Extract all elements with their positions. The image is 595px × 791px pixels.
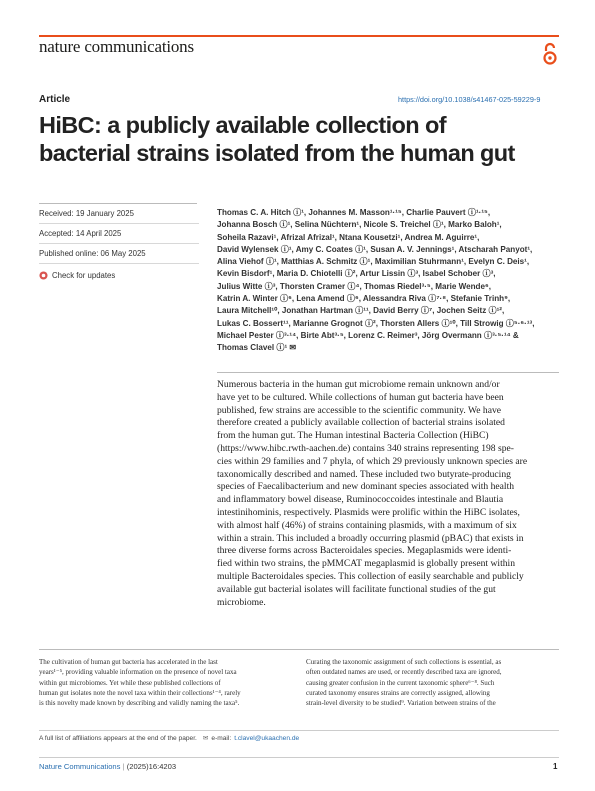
email-link[interactable]: t.clavel@ukaachen.de	[234, 734, 300, 742]
email-label: e-mail:	[211, 734, 232, 742]
affiliations-note: A full list of affiliations appears at the end of the paper.	[39, 734, 197, 742]
abstract-line: three diverse forms across Bacteroidales species. Megaplasmids were identi-	[217, 545, 512, 557]
author-line: Julius Witte ⓘ³, Thorsten Cramer ⓘ⁴, Thomas Riedel³·⁵, Marie Wende⁶,	[217, 281, 491, 291]
author-line: Thomas Clavel ⓘ¹ ✉	[217, 343, 297, 353]
footer-rule	[39, 757, 559, 758]
title-line-1: HiBC: a publicly available collection of	[39, 112, 446, 138]
body-line: often outdated names are used, or recently described taxa are ignored,	[306, 668, 502, 677]
body-line: causing greater confusion in the current taxonomic sphere⁶⁻⁸. Such	[306, 678, 495, 687]
abstract-line: available gut bacterial isolates will facilitate functional studies of the gut	[217, 583, 496, 595]
body-line: years¹⁻⁵, providing valuable information on the presence of novel taxa	[39, 668, 237, 677]
abstract-line: species of Faecalibacterium and new dominant species associated with health	[217, 481, 515, 493]
body-line: is this novelty made known by describing and validly naming the taxa⁵.	[39, 699, 240, 708]
abstract-line: cies within 29 families and 7 phyla, of which 29 previously unknown species are	[217, 455, 528, 467]
dates-panel	[39, 209, 199, 282]
author-list	[217, 207, 567, 355]
abstract-line: from the human gut. The Human intestinal Bacteria Collection (HiBC)	[217, 430, 489, 442]
abstract-line: intestinihominis, respectively. Plasmids were prolific within the HiBC isolates,	[217, 506, 520, 518]
author-line: Laura Mitchell¹⁰, Jonathan Hartman ⓘ¹¹, David Berry ⓘ⁷, Jochen Seitz ⓘ¹²,	[217, 306, 505, 316]
abstract-line: fied within two strains, the pMMCAT megaplasmid is globally present within	[217, 558, 516, 570]
abstract-line: (https://www.hibc.rwth-aachen.de) contains 340 strains representing 198 spe-	[217, 442, 514, 454]
header-rule	[39, 35, 559, 37]
abstract-line: Numerous bacteria in the human gut microbiome remain unknown and/or	[217, 379, 500, 390]
abstract-line: and inflammatory bowel disease, Ruminococcoides intestinale and Blautia	[217, 494, 504, 506]
author-line: Soheila Razavi¹, Afrizal Afrizal¹, Ntana Kousetzi¹, Andrea M. Aguirre¹,	[217, 232, 480, 242]
author-line: Michael Pester ⓘ³·¹⁴, Birte Abt³·⁵, Lorenz C. Reimer³, Jörg Overmann ⓘ³·⁵·¹⁴ &	[217, 330, 519, 340]
received-date: Received: 19 January 2025	[39, 209, 134, 218]
page-footer	[39, 762, 176, 771]
abstract-line: within a strain. This included a broadly occurring plasmid (pBAC) that exists in	[217, 532, 524, 544]
doi-link[interactable]: https://doi.org/10.1038/s41467-025-59229-9	[398, 95, 541, 104]
author-line: Kevin Bisdorf¹, Maria D. Chiotelli ⓘ², Artur Lissin ⓘ³, Isabel Schober ⓘ³,	[217, 269, 496, 279]
abstract-line: published, few strains are accessible to the scientific community. We have	[217, 404, 502, 416]
footer-citation: (2025)16:4203	[126, 762, 177, 771]
article-title	[39, 111, 515, 167]
body-column-right	[306, 657, 560, 708]
abstract-line: multiple Bacteroidales species. This collection of easily searchable and publicly	[217, 570, 524, 582]
abstract-bottom-rule	[39, 649, 559, 650]
body-line: Curating the taxonomic assignment of such collections is essential, as	[306, 658, 502, 666]
author-line: Lukas C. Bossert¹¹, Marianne Grognot ⓘ², Thorsten Allers ⓘ¹⁰, Till Strowig ⓘ⁵·⁶·¹³,	[217, 318, 535, 328]
footer-separator: |	[122, 762, 125, 771]
abstract	[217, 379, 562, 609]
author-line: Alina Viehof ⓘ¹, Matthias A. Schmitz ⓘ¹, Maximilian Stuhrmann¹, Evelyn C. Deis¹,	[217, 257, 530, 267]
check-updates-label: Check for updates	[52, 271, 116, 280]
footer-journal[interactable]: Nature Communications	[39, 762, 121, 771]
author-line: Thomas C. A. Hitch ⓘ¹, Johannes M. Masson¹·¹⁵, Charlie Pauvert ⓘ¹·¹⁵,	[217, 208, 491, 217]
author-line: Katrin A. Winter ⓘ⁶, Lena Amend ⓘ⁶, Alessandra Riva ⓘ⁷·⁸, Stefanie Trinh⁹,	[217, 294, 511, 304]
open-access-icon	[542, 42, 558, 66]
journal-name[interactable]: nature communications	[39, 37, 194, 56]
abstract-line: therefore created a publicly available collection of bacterial strains isolated	[217, 417, 505, 429]
accepted-date: Accepted: 14 April 2025	[39, 229, 122, 238]
body-line: within gut microbiomes. Yet while these published collections of	[39, 678, 221, 687]
title-line-2: bacterial strains isolated from the human gut	[39, 140, 515, 166]
body-line: curated taxonomy ensures strains are correctly assigned, allowing	[306, 688, 490, 697]
article-type: Article	[39, 94, 71, 105]
check-updates[interactable]	[39, 269, 199, 282]
check-updates-icon	[39, 271, 48, 280]
published-date: Published online: 06 May 2025	[39, 249, 146, 258]
abstract-line: with almost half (46%) of strains containing plasmids, with a maximum of six	[217, 519, 517, 531]
page-number: 1	[553, 762, 558, 771]
body-line: human gut isolates note the novel taxa within their collections¹⁻⁴, rarely	[39, 688, 241, 697]
abstract-line: have yet to be cultured. While collections of human gut bacteria have been	[217, 391, 504, 403]
author-line: Johanna Bosch ⓘ¹, Selina Nüchtern¹, Nicole S. Treichel ⓘ¹, Marko Baloh¹,	[217, 220, 502, 230]
journal-header	[39, 34, 563, 70]
abstract-top-rule	[217, 372, 559, 373]
body-line: strain-level diversity to be studied⁹. Variation between strains of the	[306, 699, 496, 708]
author-line: David Wylensek ⓘ¹, Amy C. Coates ⓘ¹, Susan A. V. Jennings¹, Atscharah Panyot¹,	[217, 244, 533, 254]
footnote	[39, 734, 299, 742]
abstract-line: microbiome.	[217, 596, 266, 608]
body-line: The cultivation of human gut bacteria has accelerated in the last	[39, 658, 218, 666]
dates-top-rule	[39, 203, 197, 204]
body-column-left	[39, 657, 293, 708]
abstract-line: taxonomically described and named. These included two butyrate-producing	[217, 468, 511, 480]
email-icon: ✉	[202, 735, 209, 742]
footnote-rule	[39, 730, 559, 731]
